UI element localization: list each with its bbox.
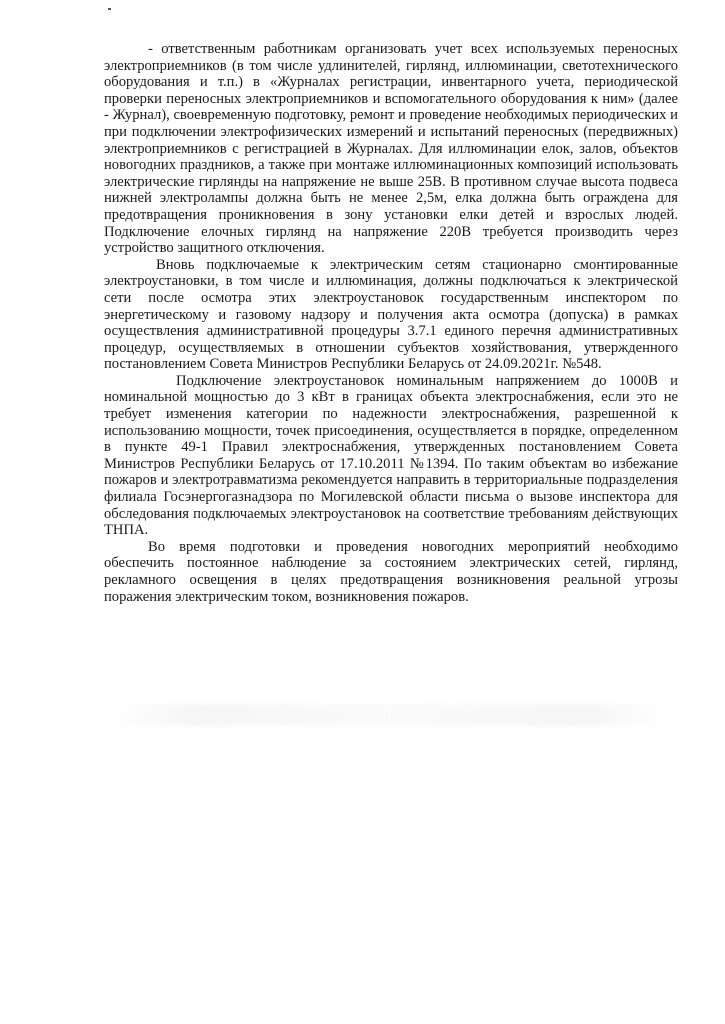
paragraph-new-year-events: Во время подготовки и проведения новогодних мероприятий необходимо обеспечить постоянное наблюдение за состоянием электрических сетей, гирлянд, рекламного освещения в целях предотвращения возникновения реальной угрозы поражения электрическим током, возникновения пожаров.	[104, 538, 678, 605]
paragraph-responsible-workers: - ответственным работникам организовать учет всех используемых переносных электроприемников (в том числе удлинителей, гирлянд, иллюминации, светотехнического оборудования и т.п.) в «Журналах регистрации, инвентарного учета, периодической проверки переносных электроприемников и вспомогательного оборудования к ним» (далее - Журнал), своевременную подготовку, ремонт и проведение необходимых периодических и при подключении электрофизических измерений и испытаний переносных (передвижных) электроприемников с регистрацией в Журналах. Для иллюминации елок, залов, объектов новогодних праздников, а также при монтаже иллюминационных композиций использовать электрические гирлянды на напряжение не выше 25В. В противном случае высота подвеса нижней электролампы должна быть не менее 2,5м, елка должна быть ограждена для предотвращения проникновения в зону установки елки детей и взрослых людей. Подключение елочных гирлянд на напряжение 220В требуется производить через устройство защитного отключения.	[104, 41, 678, 257]
faded-scan-band	[110, 704, 670, 726]
paragraph-low-voltage-connection: Подключение электроустановок номинальным напряжением до 1000В и номинальной мощностью до 3 кВт в границах объекта электроснабжения, если это не требует изменения категории по надежности электроснабжения, разрешенной к использованию мощности, точек присоединения, осуществляется в порядке, определенном в пункте 49-1 Правил электроснабжения, утвержденных постановлением Совета Министров Республики Беларусь от 17.10.2011 №1394. По таким объектам во избежание пожаров и электротравматизма рекомендуется направить в территориальные подразделения филиала Госэнергогазнадзора по Могилевской области письма о вызове инспектора для обследования подключаемых электроустановок на соответствие требованиям действующих ТНПА.	[104, 372, 678, 539]
paragraph-new-installations: Вновь подключаемые к электрическим сетям стационарно смонтированные электроустановки, в том числе и иллюминация, должны подключаться к электрической сети после осмотра этих электроустановок государственным инспектором по энергетическому и газовому надзору и получения акта осмотра (допуска) в рамках осуществления административной процедуры 3.7.1 единого перечня административных процедур, осуществляемых в отношении субъектов хозяйствования, утвержденного постановлением Совета Министров Республики Беларусь от 24.09.2021г. №548.	[104, 256, 678, 373]
scan-speck	[108, 8, 111, 10]
document-body	[104, 41, 678, 605]
